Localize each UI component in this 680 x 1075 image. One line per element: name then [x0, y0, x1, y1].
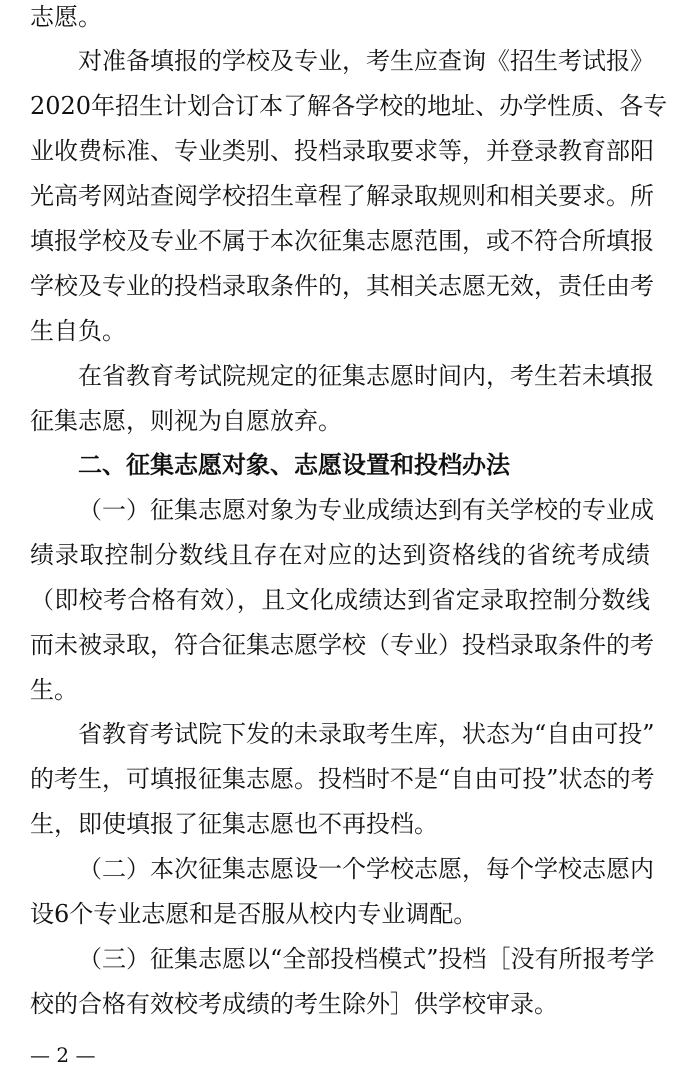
text-line-4: 业收费标准、专业类别、投档录取要求等，并登录教育部阳: [30, 137, 654, 165]
page-number: — 2 —: [30, 1043, 96, 1067]
text-line-9: 在省教育考试院规定的征集志愿时间内，考生若未填报: [78, 362, 654, 390]
text-line-6: 填报学校及专业不属于本次征集志愿范围，或不符合所填报: [30, 227, 654, 255]
text-line-20: （二）本次征集志愿设一个学校志愿，每个学校志愿内: [78, 855, 654, 883]
text-line-14: （即校考合格有效），且文化成绩达到省定录取控制分数线: [30, 586, 650, 614]
text-line-16: 生。: [30, 676, 78, 704]
text-line-19: 生，即使填报了征集志愿也不再投档。: [30, 810, 438, 838]
text-line-15: 而未被录取，符合征集志愿学校（专业）投档录取条件的考: [30, 631, 654, 659]
text-line-2: 对准备填报的学校及专业，考生应查询《招生考试报》: [78, 47, 654, 75]
text-line-21: 设6个专业志愿和是否服从校内专业调配。: [30, 900, 478, 928]
text-line-3: 2020年招生计划合订本了解各学校的地址、办学性质、各专: [30, 92, 668, 120]
text-line-22: （三）征集志愿以“全部投档模式”投档［没有所报考学: [78, 945, 655, 973]
text-line-12: （一）征集志愿对象为专业成绩达到有关学校的专业成: [78, 496, 654, 524]
text-line-23: 校的合格有效校考成绩的考生除外］供学校审录。: [30, 990, 558, 1018]
text-line-8: 生自负。: [30, 317, 126, 345]
text-line-18: 的考生，可填报征集志愿。投档时不是“自由可投”状态的考: [30, 765, 655, 793]
text-line-1: 志愿。: [30, 3, 102, 31]
text-line-7: 学校及专业的投档录取条件的，其相关志愿无效，责任由考: [30, 272, 654, 300]
text-line-10: 征集志愿，则视为自愿放弃。: [30, 407, 342, 435]
text-line-13: 绩录取控制分数线且存在对应的达到资格线的省统考成绩: [30, 541, 650, 569]
text-line-5: 光高考网站查阅学校招生章程了解录取规则和相关要求。所: [30, 182, 654, 210]
section-heading: 二、征集志愿对象、志愿设置和投档办法: [78, 451, 510, 479]
text-line-17: 省教育考试院下发的未录取考生库，状态为“自由可投”: [78, 720, 655, 748]
